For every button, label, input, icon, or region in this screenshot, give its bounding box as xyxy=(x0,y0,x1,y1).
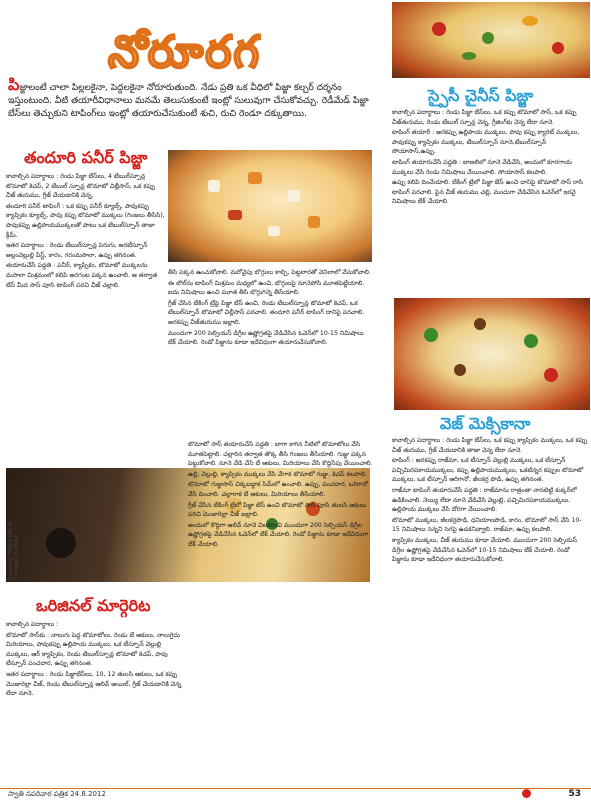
original-margherita-title: ఒరిజినల్ మార్గెరిట xyxy=(36,596,151,615)
tandoori-para-6: ఈ బౌల్‌ను టాపింగ్ మిశ్రమం మధ్యలో ఉంచి, బొగ్గులపై నూనెపోసి మూతపెట్టేయాలి. ఐదు నిమిషాలు ఉంచి మూత తీసి బొగ్గుగిన్నె తీసేయాలి. xyxy=(168,279,365,297)
margherita-para-8: అందులో కొద్దిగా ఆలివ్ నూనె చిలకరించి ముందుగా 200 సెల్సియస్ డిగ్రీల ఉష్ణోగ్రతపై వేడిచేసిన ఓవెన్‌లో బేక్ చేయాలి. రెండో పిజ్జాను కూడా ఇదేవిధంగా బేక్‌ చేయాలి. xyxy=(188,521,369,548)
tandoori-para-2: తందూరి పనీర్ టాపింగ్ : ఒక కప్పు పనీర్ క్యూబ్స్, పావుకప్పు క్యాప్సికం క్యూబ్స్, పావు కప్పు టొమాటో ముక్కలు (గింజలు తీసేసి), పావుకప్పు ఉల్లిపాయముక్కలతో పాటు ఒక టేబుల్‌స్పూన్ తాజా క్రీమ్. xyxy=(6,202,165,239)
tandoori-paneer-pizza-photo xyxy=(168,150,372,262)
veg-para-4: టొమాటో ముక్కలు, జీలకర్రపొడి, ధనియాలపొడి, కారం, టొమాటో సాస్ వేసి 10-15 నిమిషాలు సన్నని సెగపై ఉడకనివ్వాలి. రాజ్‌మా, ఉప్పు కలపాలి. xyxy=(392,516,582,534)
veg-para-5: క్యాప్సికం ముక్కలు, చీజ్ తురుము కూడా వేయాలి. ముందుగా 200 సెల్సియస్ డిగ్రీల ఉష్ణోగ్రతపై వేడిచేసిన ఓవెన్‌లో 10-15 నిమిషాలు బేక్ చేయాలి. రెండో పిజ్జాను కూడా ఇదేవిధంగా తయారుచేసుకోవాలి. xyxy=(392,536,578,564)
margherita-para-3: ఇతర పదార్థాలు : రెండు పిజ్జాబేస్‌లు, 10, 12 తులసి ఆకులు, ఒక కప్పు మొజారెల్లా చీజ్, రెండు టేబుల్‌స్పూన్ల ఆలివ్ ఆయిల్, గ్రీజ్ చేయడానికి వెన్న లేదా నూనె. xyxy=(6,670,182,698)
footer-publication: స్వాతి సపరివార పత్రిక 24.8.2012 xyxy=(8,790,106,798)
margherita-para-4: టొమాటో సాస్ తయారుచేసే పద్ధతి : బాగా కాగిన నీటిలో టొమాటోలు వేసి మూతపెట్టాలి. చల్లారిన తర్వాత తొక్క తీసి గింజలు తీసేయాలి. గుజ్జు పక్కన పెట్టుకోవాలి. నూనె వేడి చేసి బే ఆకులు, మిరియాలు వేసి కొద్దిసేపు వేయించాలి. xyxy=(188,441,373,468)
spicy-para-4: ఉప్పు కలిపి దించేయాలి. బేకింగ్ ట్రేలో పిజ్జా బేస్ ఉంచి దానిపై టొమాటో సాస్ రాసి టాపింగ్ పరచాలి. పైన చీజ్ తురుము చల్లి, మందుగా వేడిచేసిన ఓవెన్‌లో ఇరవై నిమిషాలు బేక్‌ చేయాలి. xyxy=(392,179,583,206)
tandoori-para-5: తీసి పక్కన ఉంచుకోవాలి. మరోవైపు బొగ్గులు కాల్చి, పెట్టలారతో వెనిలాలో వేసుకోవాలి. xyxy=(168,269,371,276)
tandoori-para-1: కావాల్సిన పదార్థాలు : రెండు పిజ్జా బేస్‌లు, 4 టేబుల్‌స్పూన్ల టొమాటో కెచప్, 2 టేబుల్ స్పూన్ల టొమాటో చిల్లీసాస్, ఒక కప్పు చీజ్ తురుము, గ్రీజ్ చేయడానికి వెన్న. xyxy=(6,173,156,200)
veg-para-3: రాజ్‌మా టాపింగ్ తయారుచేసే పద్ధతి : రాజ్‌మాను రాత్రంతా నానబెట్టి కుక్కర్‌లో ఉడికించాలి. నెయ్యి లేదా నూనె వేడిచేసి వెల్లుల్లి, పచ్చిమిరపకాయముక్కలు, ఉల్లిపాయ ముక్కలు వేసి దోరగా వేయించాలి. xyxy=(392,486,577,514)
veg-para-2: టాపింగ్ : అరకప్పు రాజ్‌మా, ఒక టీస్పూన్ వెల్లుల్లి ముక్కలు, ఒక టీస్పూన్ పచ్చిమిరపకాయముక్కలు, కప్పు ఉల్లిపాయముక్కలు, ఒకటిన్నర కప్పుల టొమాటో ముక్కలు, ఒక టీస్పూన్ ఆరిగానో, జీలకర్ర పొడి, ఉప్పు తగినంత. xyxy=(392,457,584,484)
tandoori-paneer-pizza-title: తందూరి పనీర్ పిజ్జా xyxy=(24,148,148,167)
margherita-para-1: కావాల్సిన పదార్థాలు : xyxy=(6,621,59,628)
intro-text: జ్జాలంటే చాలా పిల్లలకైనా, పెద్దలకైనా నోరూరుతుంది. నేడు ప్రతి ఒక వీధిలో పిజ్జా కల్చర్ దర్శనం ఇస్తుంటుంది. వీటి తయారీవిధానాలు మనమే తెలుసుకుంటే ఇంట్లో సులువుగా చేసుకోవచ్చు. రెడీమేడ్ పిజ్జా బేస్‌లు తెచ్చుకుని టాపింగ్‌లు ఇంట్లో తయారుచేసుకుంటే శుచి, రుచి రెండూ దక్కుతాయి. xyxy=(8,83,369,119)
photo-courtesy: Courtesy: TARLA DALAL COOKING & MORE xyxy=(8,520,20,580)
spicy-chinese-pizza-title: స్పైసీ చైనీస్ పిజ్జా xyxy=(428,86,534,105)
spicy-para-2: టాపింగ్ తయారీ : అరకప్పు ఉల్లిపాయ ముక్కలు, పావు కప్పు క్యారెట్ ముక్కలు, పావుకప్పు క్యాప్సికం ముక్కలు, టేబుల్‌స్పూన్ నూనె,టేబుల్‌స్పూన్ సోయాసాస్,ఉప్పు. xyxy=(392,129,580,156)
tandoori-para-8: ముందుగా 200 సెల్సియస్ డిగ్రీల ఉష్ణోగ్రతపై వేడిచేసిన ఓవెన్‌లో 10-15 నిమిషాలు బేక్‌ చేయాలి. రెండో పిజ్జాను కూడా ఇదేవిధంగా తయారుచేసుకోవాలి. xyxy=(168,329,364,347)
spicy-para-1: కావాల్సిన పదార్థాలు : రెండు పిజ్జా బేస్‌లు, ఒక కప్పు టొమాటో సాస్, ఒక కప్పు చీజ్‌తురుము, రెండు టేబుల్ స్పూన్ల వెన్న, గ్రీజింగ్‌కు వెన్న లేదా నూనె. xyxy=(392,109,577,126)
intro-paragraph xyxy=(8,75,386,121)
page-number: 53 xyxy=(568,789,581,799)
tandoori-text-left xyxy=(6,172,166,464)
intro-drop-cap: పి xyxy=(8,75,20,94)
spicy-para-3: టాపింగ్ తయారుచేసే పద్ధతి : బాణలిలో నూనె వేడిచేసి, అందులో కూరగాయ ముక్కలు వేసి రెండు నిమిషాలు వేయించాలి. సోయాసాస్ కలపాలి. xyxy=(392,158,572,176)
tandoori-text-right xyxy=(168,268,372,464)
footer-divider xyxy=(0,788,591,789)
margherita-text-right xyxy=(188,440,374,786)
veg-mexicana-pizza-photo xyxy=(394,298,590,410)
margherita-text-left xyxy=(6,620,186,786)
margherita-para-6: టొమాటో గుజ్జుసాస్ చిక్కబడ్డాక సిమ్‌లో ఉంచాలి. ఉప్పు, పంచదార, ఒరిగానో వేసి దించాలి. చల్లారాక బే ఆకులు, మిరియాలు తీసేయాలి. xyxy=(188,481,368,498)
margherita-para-5: ఉల్లి, వెల్లుల్లి, క్యాప్సికం ముక్కలు వేసి వేగాక టొమాటో గుజ్జు, కెచప్ కలపాలి. xyxy=(188,470,367,478)
tandoori-para-4: తయారుచేసే పద్ధతి : పనీర్, క్యాప్సికం, టొమాటో ముక్కలను మసాలా మిశ్రమంలో కలిపి అరగంట పక్కన ఉంచాలి. ఆ తర్వాత బేస్ మీద సాస్ పూసి టాపింగ్ పరచి చీజ్ చల్లాలి. xyxy=(6,262,158,289)
tandoori-para-3: ఇతర పదార్థాలు : రెండు టేబుల్‌స్పూన్ల పెరుగు, అరటీస్పూన్ అల్లంవెల్లుల్లి పేస్ట్, కారం, గరంమసాలా, ఉప్పు తగినంత. xyxy=(6,242,148,259)
magazine-title: నోరూరగ xyxy=(108,27,262,78)
margherita-para-2: టొమాటో సాస్‌కు : నాలుగు పెద్ద టొమాటోలు, రెండు బే ఆకులు, నాలుగైదు మిరియాలు, పావుకప్పు ఉల్లిపాయ ముక్కలు, ఒక టీస్పూన్ వెల్లుల్లి ముక్కలు, ఆర్ క్యాప్సికం, రెండు టేబుల్‌స్పూన్ల టొమాటో కెచప్, పావు టీస్పూన్ పంచదార, ఉప్పు తగినంత. xyxy=(6,631,180,668)
spicy-chinese-pizza-photo xyxy=(392,2,590,78)
publisher-logo-icon xyxy=(522,789,531,798)
spicy-chinese-pizza-text xyxy=(392,108,588,296)
veg-mexicana-title: వెజ్ మెక్సికానా xyxy=(440,414,531,433)
veg-mexicana-text xyxy=(392,436,588,786)
margherita-para-7: గ్రీజ్ చేసిన బేకింగ్ ట్రేలో పిజ్జా బేస్ ఉంచి టొమాటో సాస్ పూసి తులసి ఆకులు పరిచి మొజారెల్లా చీజ్ జల్లాలి. xyxy=(188,501,367,519)
veg-para-1: కావాల్సిన పదార్థాలు : రెండు పిజ్జా బేస్‌లు, ఒక కప్పు క్యాప్సికం ముక్కలు, ఒక కప్పు చీజ్ తురుము, గ్రీజ్ చేయడానికి తాజా వెన్న లేదా నూనె. xyxy=(392,437,588,454)
tandoori-para-7: గ్రీజ్ చేసిన బేకింగ్ ట్రేపై పిజ్జా బేస్ ఉంచి, రెండు టేబుల్‌స్పూన్ల టొమాటో కెచప్, ఒక టేబుల్‌స్పూన్ టొమాటో చిల్లీసాస్ పరచాలి. తందూరి పనీర్ టాపింగ్ దానిపై పరచాలి. అరకప్పు చీజ్‌తురుము జల్లాలి. xyxy=(168,299,365,326)
